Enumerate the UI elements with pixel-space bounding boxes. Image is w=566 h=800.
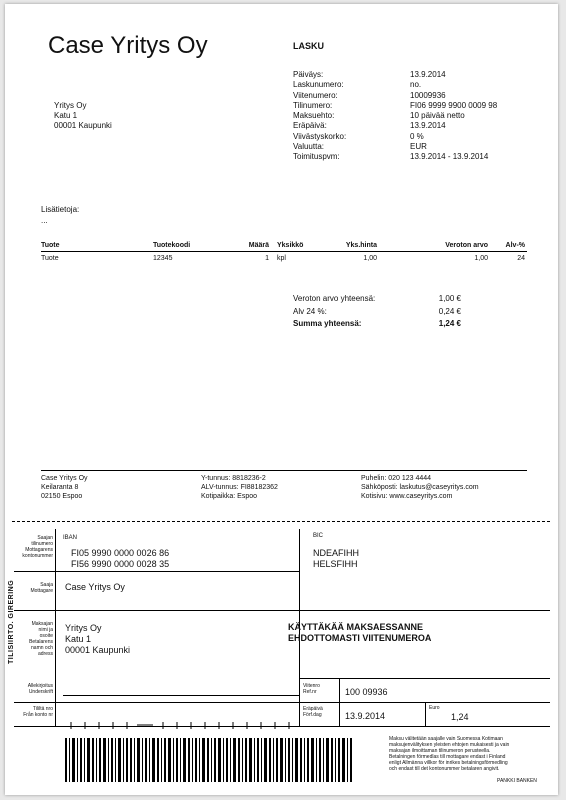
meta-row	[293, 121, 533, 131]
notice-line: Betalningen förmedlas till mottagare endast i Finland	[389, 754, 506, 760]
meta-row	[293, 152, 533, 162]
label-line: Ref.nr	[303, 689, 317, 695]
cell-vat: 24	[517, 255, 525, 262]
giro-frame-line	[425, 702, 426, 727]
label-line: Betalarens	[29, 639, 53, 645]
payer-line: 00001 Kaupunki	[65, 645, 131, 655]
table-header-rule	[41, 251, 527, 252]
due-value: 13.9.2014	[345, 711, 386, 721]
recipient-address	[54, 101, 112, 131]
cell-unit: kpl	[277, 255, 286, 262]
label-line: namn och	[31, 645, 53, 651]
payer-label	[9, 621, 53, 657]
bic-label: BIC	[313, 533, 324, 539]
recipient-postal: 00001 Kaupunki	[54, 121, 112, 130]
bank-name: PANKKI BANKEN	[497, 778, 537, 784]
totals-vat-value: 0,24 €	[438, 307, 461, 316]
footer-line: Puhelin: 020 123 4444	[361, 475, 432, 482]
cell-net: 1,00	[474, 255, 488, 262]
label-line: Mottagare	[30, 588, 53, 594]
notice-line: KÄYTTÄKÄÄ MAKSAESSANNE	[288, 622, 424, 632]
cut-line	[12, 521, 550, 522]
cell-code: 12345	[153, 255, 173, 262]
bic-line: NDEAFIHH	[313, 548, 360, 558]
meta-row	[293, 70, 533, 80]
meta-label: Laskunumero:	[293, 80, 344, 90]
label-line: Maksajan	[31, 621, 53, 627]
giro-frame-line	[55, 529, 56, 726]
notice-line: och endast till det kontonummer betalaren angivit.	[389, 766, 500, 772]
footer-id-col	[201, 474, 278, 501]
th-qty: Määrä	[248, 242, 269, 249]
footer-line: Y-tunnus: 8818236-2	[201, 475, 266, 482]
table-row	[41, 254, 531, 264]
totals-net-value: 1,00 €	[438, 294, 461, 303]
invoice-meta	[293, 70, 533, 163]
payer-line: Katu 1	[65, 634, 92, 644]
giro-frame-line	[14, 610, 550, 611]
th-net: Veroton arvo	[445, 242, 488, 249]
iban-values	[71, 548, 169, 570]
th-unit-price: Yks.hinta	[345, 242, 377, 249]
meta-row	[293, 132, 533, 142]
barcode	[65, 738, 355, 782]
meta-label: Eräpäivä:	[293, 121, 327, 131]
iban-line: FI56 9990 0000 0028 35	[71, 559, 170, 569]
label-line: osoite	[39, 633, 53, 639]
meta-row	[293, 91, 533, 101]
giro-frame-line	[299, 678, 550, 679]
notice-line: maksujenvälityksen yleisten ehtojen mukaisesti ja vain	[389, 742, 510, 748]
meta-label: Valuutta:	[293, 142, 324, 152]
footer-line: 02150 Espoo	[41, 493, 83, 500]
meta-row	[293, 101, 533, 111]
label-line: tilinumero	[31, 541, 53, 547]
due-label	[303, 706, 323, 718]
notice-line: enligt Allmänna villkor för inrikes betalningsförmedling	[389, 760, 508, 766]
footer-line: Kotisivu: www.caseyritys.com	[361, 493, 453, 500]
from-account-ticks	[63, 716, 295, 726]
label-line: Allekirjoitus	[27, 683, 53, 689]
meta-value: EUR	[410, 142, 427, 152]
payee-name: Case Yritys Oy	[65, 582, 125, 592]
bic-line: HELSFIHH	[313, 559, 358, 569]
account-tick-marks	[63, 719, 295, 729]
bank-notice	[389, 736, 549, 772]
invoice-title: LASKU	[293, 41, 324, 51]
footer-contact-col	[361, 474, 479, 501]
totals-net-label: Veroton arvo yhteensä:	[293, 294, 376, 303]
label-line: Tililtä nro	[32, 706, 53, 712]
meta-row	[293, 111, 533, 121]
meta-label: Maksuehto:	[293, 111, 335, 121]
th-product: Tuote	[41, 242, 60, 249]
meta-value: 10 päivää netto	[410, 111, 465, 121]
footer-line: Case Yritys Oy	[41, 475, 88, 482]
signature-line	[63, 695, 299, 696]
footer-rule	[41, 470, 527, 471]
cell-product: Tuote	[41, 255, 59, 262]
label-line: Förf.dag	[303, 712, 322, 718]
meta-label: Toimituspvm:	[293, 152, 340, 162]
from-account-label	[9, 706, 53, 718]
cell-unit-price: 1,00	[363, 255, 377, 262]
notice-line: EHDOTTOMASTI VIITENUMEROA	[288, 633, 432, 643]
totals-sum-label: Summa yhteensä:	[293, 319, 362, 328]
footer-line: Kotipaikka: Espoo	[201, 493, 258, 500]
signature-label	[9, 683, 53, 695]
info-text: ...	[41, 216, 48, 225]
label-line: nimi ja	[38, 627, 53, 633]
payer-address	[65, 623, 130, 656]
bic-values	[313, 548, 359, 570]
meta-label: Päiväys:	[293, 70, 324, 79]
meta-value: 13.9.2014	[410, 121, 446, 131]
label-line: Saajan	[37, 535, 53, 541]
iban-label: IBAN	[63, 535, 78, 541]
info-label: Lisätietoja:	[41, 205, 80, 214]
recipient-street: Katu 1	[54, 111, 78, 120]
recipient-name: Yritys Oy	[54, 101, 87, 110]
company-name: Case Yritys Oy	[48, 32, 208, 59]
th-unit: Yksikkö	[277, 242, 304, 249]
meta-value: FI06 9999 9900 0009 98	[410, 100, 498, 110]
footer-line: Sähköposti: laskutus@caseyritys.com	[361, 484, 479, 491]
giro-frame-line	[14, 571, 300, 572]
ref-label	[303, 683, 320, 695]
label-line: Mottagarens	[25, 547, 53, 553]
notice-line: Maksu välitetään saajalle vain Suomessa Kotimaan	[389, 736, 503, 742]
meta-label: Tilinumero:	[293, 100, 333, 110]
payer-line: Yritys Oy	[65, 623, 102, 633]
label-line: Viitenro	[303, 683, 320, 689]
invoice-page	[5, 4, 558, 795]
cell-qty: 1	[265, 255, 269, 262]
payee-account-label	[9, 535, 53, 559]
meta-row	[293, 80, 533, 90]
totals-vat-label: Alv 24 %:	[293, 307, 327, 316]
payee-label	[9, 582, 53, 594]
giro-side-label: TILISIIRTO. GIRERING	[8, 579, 15, 664]
label-line: Underskrift	[28, 689, 53, 695]
meta-value: 13.9.2014 - 13.9.2014	[410, 152, 489, 162]
totals-sum-value: 1,24 €	[438, 319, 461, 328]
label-line: Från konto nr	[23, 712, 53, 718]
giro-frame-line	[339, 702, 340, 727]
meta-label: Viitenumero:	[293, 90, 338, 100]
meta-row	[293, 142, 533, 152]
label-line: kontonummer	[22, 553, 53, 559]
reference-notice	[288, 622, 431, 644]
label-line: Eräpäivä	[303, 706, 323, 712]
ref-value: 100 09936	[345, 687, 388, 697]
notice-line: maksajan ilmoittaman tilinumeron perusteella.	[389, 748, 491, 754]
giro-frame-line	[14, 702, 550, 703]
label-line: adress	[37, 651, 53, 657]
euro-value: 1,24	[451, 712, 469, 722]
meta-label: Viivästyskorko:	[293, 131, 347, 141]
label-line: Saaja	[40, 582, 53, 588]
footer-line: Keilaranta 8	[41, 484, 79, 491]
iban-line: FI05 9990 0000 0026 86	[71, 548, 170, 558]
footer-company-col	[41, 474, 88, 501]
meta-value: 13.9.2014	[410, 70, 446, 79]
th-code: Tuotekoodi	[153, 242, 191, 249]
meta-value: 0 %	[410, 131, 424, 141]
meta-value: 10009936	[410, 90, 446, 100]
giro-frame-line	[339, 678, 340, 702]
th-vat: Alv-%	[505, 242, 525, 249]
meta-value: no.	[410, 80, 422, 90]
footer-line: ALV-tunnus: FI88182362	[201, 484, 278, 491]
euro-label: Euro	[429, 705, 440, 711]
